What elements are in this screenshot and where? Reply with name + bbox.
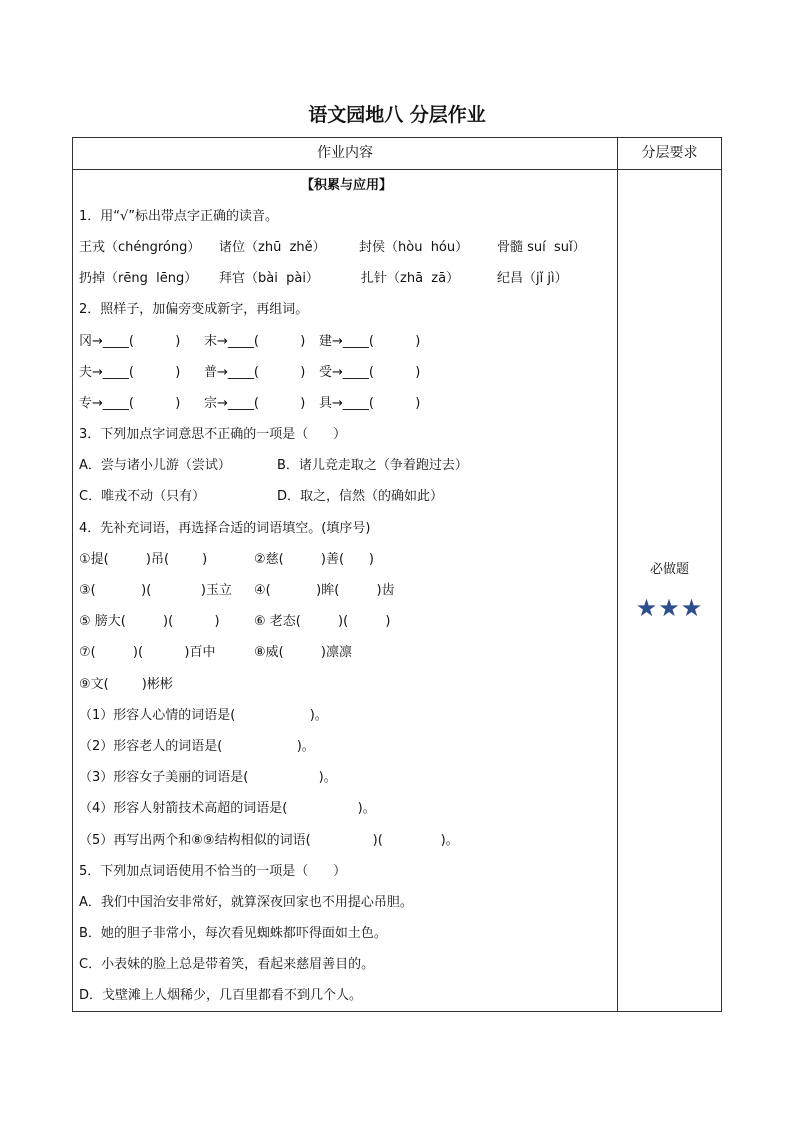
q4-row (79, 544, 614, 575)
q4-sub: （1）形容人心情的词语是( )。 (79, 707, 328, 723)
q2-row (79, 357, 614, 388)
radical-item: 夫→____( ) (79, 364, 181, 380)
idiom-item: ①提( )吊( ) (79, 551, 208, 567)
radical-item: 末→____( ) (204, 333, 306, 349)
q2-row (79, 326, 614, 357)
q4-sub: （2）形容老人的词语是( )。 (79, 738, 315, 754)
q3-options (79, 451, 614, 482)
q1-row (79, 264, 614, 295)
q4-row (79, 575, 614, 606)
pinyin-item: 扎针（zhā zā） (361, 271, 460, 287)
q2-stem: 2．照样子，加偏旁变成新字，再组词。 (79, 302, 309, 318)
pinyin-item: 扔掉（rēng lēng） (79, 271, 198, 287)
pinyin-item: 王戎（chéngróng） (79, 239, 201, 255)
q5-option: A．我们中国治安非常好，就算深夜回家也不用提心吊胆。 (79, 894, 413, 910)
q5-stem: 5．下列加点词语使用不恰当的一项是（ ） (79, 863, 347, 879)
idiom-item: ⑨文( )彬彬 (79, 676, 173, 692)
q1-stem: 1．用“√”标出带点字正确的读音。 (79, 208, 279, 224)
q3-options (79, 482, 614, 513)
idiom-item: ⑦( )( )百中 (79, 645, 216, 661)
pinyin-item: 封侯（hòu hóu） (359, 239, 469, 255)
idiom-item: ③( )( )玉立 (79, 583, 232, 599)
idiom-item: ⑥ 老态( )( ) (254, 614, 391, 630)
homework-content (79, 170, 614, 1012)
pinyin-item: 诸位（zhū zhě） (219, 239, 326, 255)
option-b: B．诸儿竞走取之（争着跑过去） (277, 458, 468, 474)
radical-item: 冈→____( ) (79, 333, 181, 349)
homework-table (72, 137, 722, 1012)
pinyin-item: 拜官（bài pài） (219, 271, 319, 287)
q4-stem: 4．先补充词语，再选择合适的词语填空。(填序号) (79, 520, 371, 536)
radical-item: 受→____( ) (319, 364, 421, 380)
idiom-item: ⑤ 膀大( )( ) (79, 614, 220, 630)
header-level: 分层要求 (641, 145, 698, 161)
pinyin-item: 纪昌（jǐ jì） (497, 271, 568, 287)
option-a: A．尝与诸小儿游（尝试） (79, 458, 231, 474)
idiom-item: ②慈( )善( ) (254, 551, 374, 567)
section-heading: 【积累与应用】 (300, 177, 392, 193)
idiom-item: ④( )眸( )齿 (254, 583, 395, 599)
radical-item: 宗→____( ) (204, 395, 306, 411)
q4-sub: （5）再写出两个和⑧⑨结构相似的词语( )( )。 (79, 832, 459, 848)
page-title: 语文园地八 分层作业 (308, 104, 486, 126)
radical-item: 建→____( ) (319, 333, 421, 349)
radical-item: 普→____( ) (204, 364, 306, 380)
header-content: 作业内容 (317, 145, 373, 161)
q5-option: D．戈壁滩上人烟稀少，几百里都看不到几个人。 (79, 988, 363, 1004)
q4-row (79, 638, 614, 669)
q3-stem: 3．下列加点字词意思不正确的一项是（ ） (79, 427, 347, 443)
q1-row (79, 232, 614, 263)
pinyin-item: 骨髓 suí suǐ） (497, 239, 586, 255)
star-rating-icon: ★★★ (635, 594, 704, 622)
idiom-item: ⑧威( )凛凛 (254, 645, 352, 661)
requirement-label: 必做题 (649, 562, 689, 577)
q5-option: C．小表妹的脸上总是带着笑，看起来慈眉善目的。 (79, 957, 375, 973)
option-c: C．唯戎不动（只有） (79, 489, 206, 505)
q4-row (79, 607, 614, 638)
q5-option: B．她的胆子非常小，每次看见蜘蛛都吓得面如土色。 (79, 926, 387, 942)
radical-item: 专→____( ) (79, 395, 181, 411)
q4-row (79, 669, 614, 700)
table-header (73, 138, 721, 170)
radical-item: 具→____( ) (319, 395, 421, 411)
q4-sub: （4）形容人射箭技术高超的词语是( )。 (79, 801, 376, 817)
q2-row (79, 388, 614, 419)
option-d: D．取之，信然（的确如此） (277, 489, 444, 505)
q4-sub: （3）形容女子美丽的词语是( )。 (79, 770, 337, 786)
